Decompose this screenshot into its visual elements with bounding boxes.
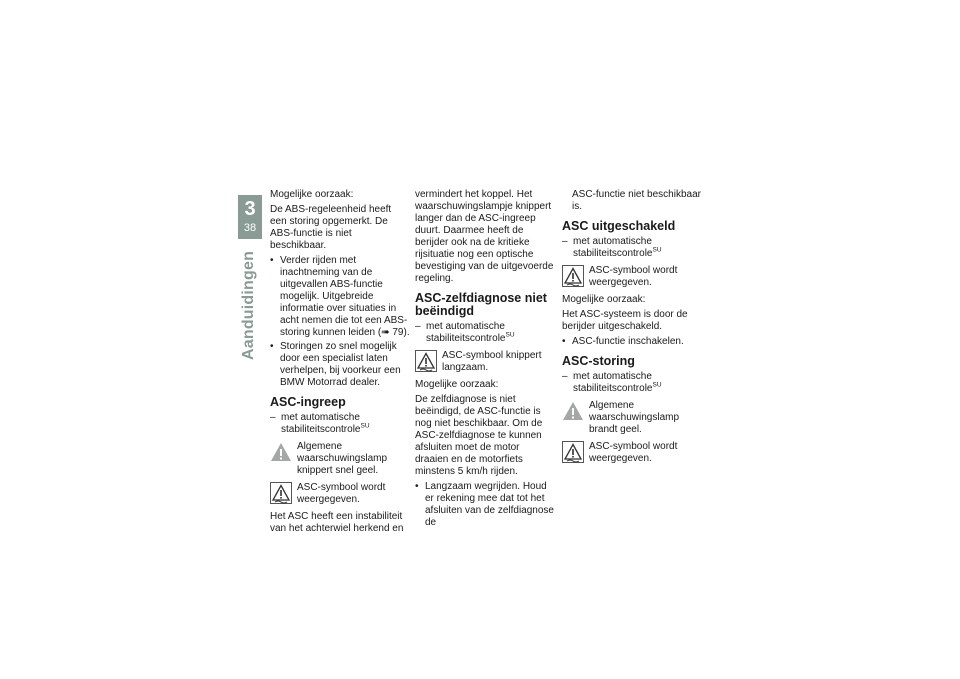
column-1 — [270, 189, 410, 538]
column-2 — [415, 189, 555, 531]
paragraph: Het ASC heeft een instabiliteit van het achterwiel herkend en — [270, 511, 404, 534]
page-number: 38 — [243, 222, 257, 234]
bullet-marker: • — [270, 255, 274, 266]
indicator-row — [562, 265, 702, 289]
superscript: SU — [652, 381, 662, 389]
indicator-text: Algemene waarschuwingslamp knippert snel geel. — [297, 441, 388, 476]
section-heading: ASC-ingreep — [270, 395, 346, 409]
paragraph: Mogelijke oorzaak: — [270, 189, 354, 200]
asc-symbol-icon — [270, 482, 292, 504]
indicator-row — [562, 400, 702, 436]
superscript: SU — [505, 331, 515, 339]
paragraph: Het ASC-systeem is door de berijder uitgeschakeld. — [562, 309, 688, 332]
indicator-row — [562, 441, 702, 465]
column-3 — [562, 189, 702, 470]
bullet-marker: • — [415, 481, 419, 492]
bullet-item — [270, 341, 410, 389]
section-heading: ASC-zelfdiagnose niet beëindigd — [415, 291, 547, 318]
indicator-row — [270, 441, 410, 477]
bullet-item — [270, 255, 410, 339]
indicator-text: ASC-symbool knippert langzaam. — [442, 350, 542, 373]
superscript: SU — [360, 422, 370, 430]
paragraph: Mogelijke oorzaak: — [562, 294, 646, 305]
paragraph: ASC-functie niet beschikbaar is. — [572, 189, 701, 212]
section-heading: ASC-storing — [562, 354, 635, 368]
dash-text: met automatische stabiliteitscontrole — [573, 371, 653, 394]
bullet-marker: • — [270, 341, 274, 352]
bullet-marker: • — [562, 336, 566, 347]
dash-text: met automatische stabiliteitscontrole — [573, 236, 653, 259]
indicator-text: Algemene waarschuwingslamp brandt geel. — [589, 400, 680, 435]
dash-marker: – — [415, 321, 421, 332]
paragraph: vermindert het koppel. Het waarschuwingslampje knippert langer dan de ASC-ingreep duurt. Daarmee heeft de berijder ook na de kritieke rijsituatie nog een optische bevestiging van de uitgevoerde regeling. — [415, 189, 554, 284]
bullet-item — [562, 336, 702, 348]
dash-text: met automatische stabiliteitscontrole — [281, 412, 361, 435]
bullet-text: ASC-functie inschakelen. — [572, 336, 684, 347]
dash-item — [562, 371, 702, 395]
indicator-row — [415, 350, 555, 374]
dash-text: met automatische stabiliteitscontrole — [426, 321, 506, 344]
dash-marker: – — [562, 371, 568, 382]
superscript: SU — [652, 246, 662, 254]
arrow-icon: ➠ — [381, 327, 390, 338]
paragraph: Mogelijke oorzaak: — [415, 379, 499, 390]
dash-item — [562, 236, 702, 260]
bullet-item — [415, 481, 555, 529]
indicator-row — [270, 482, 410, 506]
warning-triangle-icon — [270, 441, 292, 463]
paragraph: De ABS-regeleenheid heeft een storing opgemerkt. De ABS-functie is niet beschikbaar. — [270, 204, 392, 251]
reference-link[interactable]: (➠ 79). — [377, 327, 410, 338]
dash-marker: – — [270, 412, 276, 423]
bullet-text: Langzaam wegrijden. Houd er rekening mee dat tot het afsluiten van de zelfdiagnose de — [425, 481, 554, 528]
asc-symbol-icon — [415, 350, 437, 372]
dash-marker: – — [562, 236, 568, 247]
indicator-text: ASC-symbool wordt weergegeven. — [297, 482, 386, 505]
chapter-title: Aanduidingen — [240, 250, 257, 360]
dash-item — [270, 412, 410, 436]
paragraph: De zelfdiagnose is niet beëindigd, de ASC-functie is nog niet beschikbaar. Om de ASC-zelfdiagnose te kunnen afsluiten moet de motor draaien en de motorfiets minstens 5 km/h rijden. — [415, 394, 543, 477]
chapter-number: 3 — [244, 198, 256, 220]
dash-item — [415, 321, 555, 345]
bullet-text: Verder rijden met inachtneming van de uitgevallen ABS-functie mogelijk. Uitgebreide informatie over situaties in acht nemen die tot een ABS-storing kunnen leiden — [280, 255, 408, 338]
asc-symbol-icon — [562, 265, 584, 287]
chapter-tab — [238, 195, 262, 239]
asc-symbol-icon — [562, 441, 584, 463]
indicator-text: ASC-symbool wordt weergegeven. — [589, 441, 678, 464]
warning-triangle-icon — [562, 400, 584, 422]
section-heading: ASC uitgeschakeld — [562, 219, 676, 233]
indicator-text: ASC-symbool wordt weergegeven. — [589, 265, 678, 288]
bullet-text: Storingen zo snel mogelijk door een specialist laten verhelpen, bij voorkeur een BMW Motorrad dealer. — [280, 341, 401, 388]
